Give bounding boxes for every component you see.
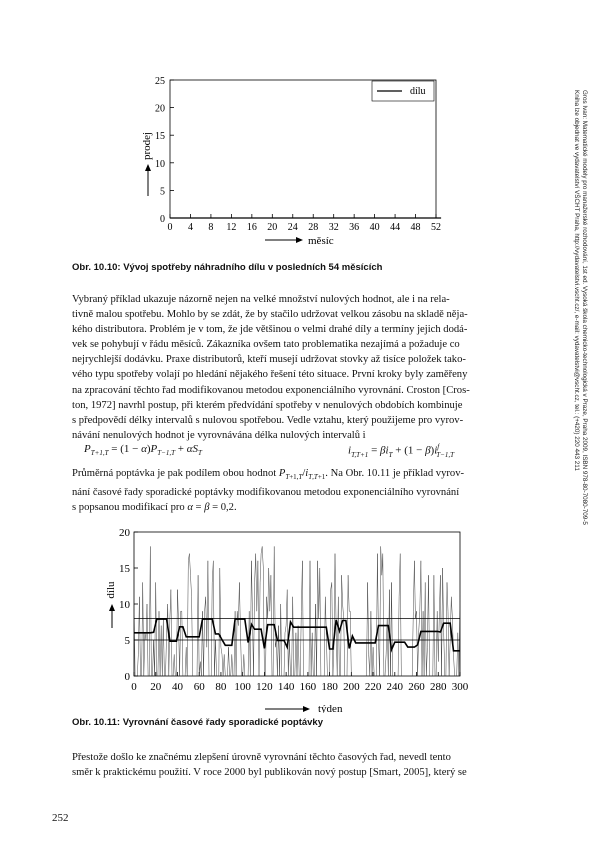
side-note-line-1: Gros Ivan: Matematické modely pro manažerské rozhodování, 1st ed. Vysoká škola chemicko-technologická v Praze, Praha 2009, ISBN 978-80-7080-709-5 [581, 90, 588, 525]
x-axis-label: měsíc [308, 235, 334, 247]
y-axis-label: prodej [141, 131, 153, 161]
paragraph-1-line-3: kého distributora. Problém je v tom, že jde většinou o velmi drahé díly a termíny jejich dodá- [72, 324, 468, 336]
x-axis-arrowhead-2 [303, 706, 310, 712]
x-tick-label-2: 20 [150, 681, 162, 693]
x-tick-label-2: 200 [343, 681, 360, 693]
x-tick-label-2: 100 [234, 681, 251, 693]
paragraph-1-line-2: tivně malou spotřebu. Mohlo by se zdát, že by stačilo udržovat velkou zásobu na skladě něja- [72, 309, 468, 321]
side-note-line-2: Kniha lze objednat ve vydavatelství VŠCHT Praha, http://vydavatelstvi.vscht.cz/, e-mail: vydavatelstvi@vscht.cz, tel.: (+420) 220 443 211 [573, 90, 580, 471]
paragraph-1-line-8: ton, 1972] navrhl postup, při kterém předvídání spotřeby v nenulových obdobích kombinuje [72, 399, 463, 411]
x-tick-label: 16 [246, 222, 257, 233]
x-tick-label-2: 60 [193, 681, 205, 693]
paragraph-1-line-1: Vybraný příklad ukazuje názorně nejen na velké množství nulových hodnot, ale i na rela- [72, 294, 450, 305]
x-tick-label-2: 280 [430, 681, 447, 693]
paragraph-1-line-5: nejrychlejší dodávku. Praxe distributorů, kteří musejí udržovat stovky až tisíce položek tako- [72, 354, 466, 366]
x-tick-label-2: 0 [131, 681, 137, 693]
x-tick-label: 28 [308, 222, 319, 233]
paragraph-3 [72, 750, 542, 780]
y-tick-label: 5 [160, 186, 165, 198]
x-tick-label: 52 [431, 222, 441, 233]
y-tick-label: 10 [155, 158, 165, 170]
y-axis-label-2: dílu [105, 581, 117, 599]
paragraph-1-line-7: na zpracování těchto řad modifikovanou metodou exponenciálního vyrovnání. Croston [Cros- [72, 384, 470, 396]
formula-left: $P_{T+1,T} = (1 - \alpha)P_{T-1,T} + \alpha S_T$ [84, 443, 202, 458]
raw-demand-series [134, 546, 460, 676]
side-note [572, 90, 588, 525]
y-axis-arrowhead [145, 164, 151, 171]
x-tick-label: 0 [167, 222, 173, 233]
plot-frame-2 [134, 532, 460, 676]
x-tick-label: 8 [208, 222, 214, 233]
x-tick-label-2: 120 [256, 681, 273, 693]
y-tick-label: 15 [155, 131, 165, 143]
y-tick-label-2: 20 [119, 528, 130, 539]
x-tick-label-2: 80 [215, 681, 227, 693]
paragraph-3-line-2: směr k praktickému použití. V roce 2000 byl publikován nový postup [Smart, 2005], který se [72, 767, 467, 779]
figure-10-11-caption: Obr. 10.11: Vyrovnání časové řady sporadické poptávky [72, 717, 323, 728]
figure-10-11-chart [100, 528, 470, 713]
x-tick-label-2: 140 [277, 681, 295, 693]
x-tick-label-2: 300 [451, 681, 469, 693]
x-tick-label: 32 [328, 222, 339, 233]
x-tick-label-2: 260 [408, 681, 425, 693]
paragraph-1-line-6: vého typu spotřeby volají po hledání nějakého řešení této situace. První kroky byly zaměřeny [72, 369, 468, 381]
y-tick-label-2: 5 [124, 635, 130, 647]
y-tick-label-2: 10 [119, 599, 130, 611]
page-number: 252 [52, 812, 69, 824]
y-tick-label: 0 [160, 214, 165, 225]
formula-right: $i_{T,T+1} = \beta i_T + (1 - \beta)i^f_{T-1,T}$ [348, 443, 454, 459]
x-tick-label: 40 [369, 222, 380, 233]
x-tick-label-2: 220 [364, 681, 382, 693]
x-axis-label-2: týden [318, 703, 343, 713]
x-tick-label: 4 [187, 222, 193, 233]
x-tick-label: 12 [226, 222, 237, 233]
paragraph-2 [72, 466, 542, 515]
y-axis-arrowhead-2 [109, 604, 115, 611]
x-tick-label-2: 160 [299, 681, 317, 693]
figure-10-10-chart [130, 68, 450, 258]
x-tick-label: 44 [390, 222, 401, 233]
x-tick-label: 24 [287, 222, 298, 233]
figure-10-10-caption: Obr. 10.10: Vývoj spotřeby náhradního dílu v posledních 54 měsících [72, 262, 383, 273]
legend-label: dílu [410, 86, 426, 97]
smoothed-series-line [134, 619, 460, 651]
paragraph-2-line-2: nání časové řady sporadické poptávky modifikovanou metodou exponenciálního vyrovnání [72, 487, 460, 499]
paragraph-1-line-4: vek se pohybují v řádu měsíců. Zákazníka ovšem tato problematika nezajímá a požaduje co [72, 339, 460, 351]
x-tick-label-2: 180 [321, 681, 338, 693]
y-tick-label-2: 0 [124, 671, 130, 683]
x-tick-label-2: 40 [171, 681, 183, 693]
paragraph-1-line-9: s předpovědí délky intervalů s nulovou spotřebou. Vedle vztahu, který použijeme pro vyrov- [72, 414, 464, 426]
x-tick-label: 48 [410, 222, 421, 233]
x-tick-label-2: 240 [386, 681, 404, 693]
y-tick-label-2: 15 [119, 563, 130, 575]
x-tick-label: 20 [267, 222, 278, 233]
paragraph-2-line-3: s popsanou modifikací pro α = β = 0,2. [72, 502, 237, 514]
x-tick-label: 36 [349, 222, 360, 233]
paragraph-1 [72, 292, 542, 443]
paragraph-1-line-10: návání nenulových hodnot je vyrovnávána délka nulových intervalů i [72, 429, 366, 441]
y-tick-label: 20 [155, 103, 165, 115]
x-axis-arrowhead [296, 237, 303, 243]
paragraph-3-line-1: Přestože došlo ke značnému zlepšení úrovně vyrovnání těchto časových řad, nevedl tento [72, 752, 451, 763]
paragraph-2-line-1: Průměrná poptávka je pak podílem obou hodnot $P_{T+1,T}/i_{T,T+1}$. Na Obr. 10.11 je příklad vyrov- [72, 468, 465, 482]
y-tick-label: 25 [155, 76, 165, 87]
